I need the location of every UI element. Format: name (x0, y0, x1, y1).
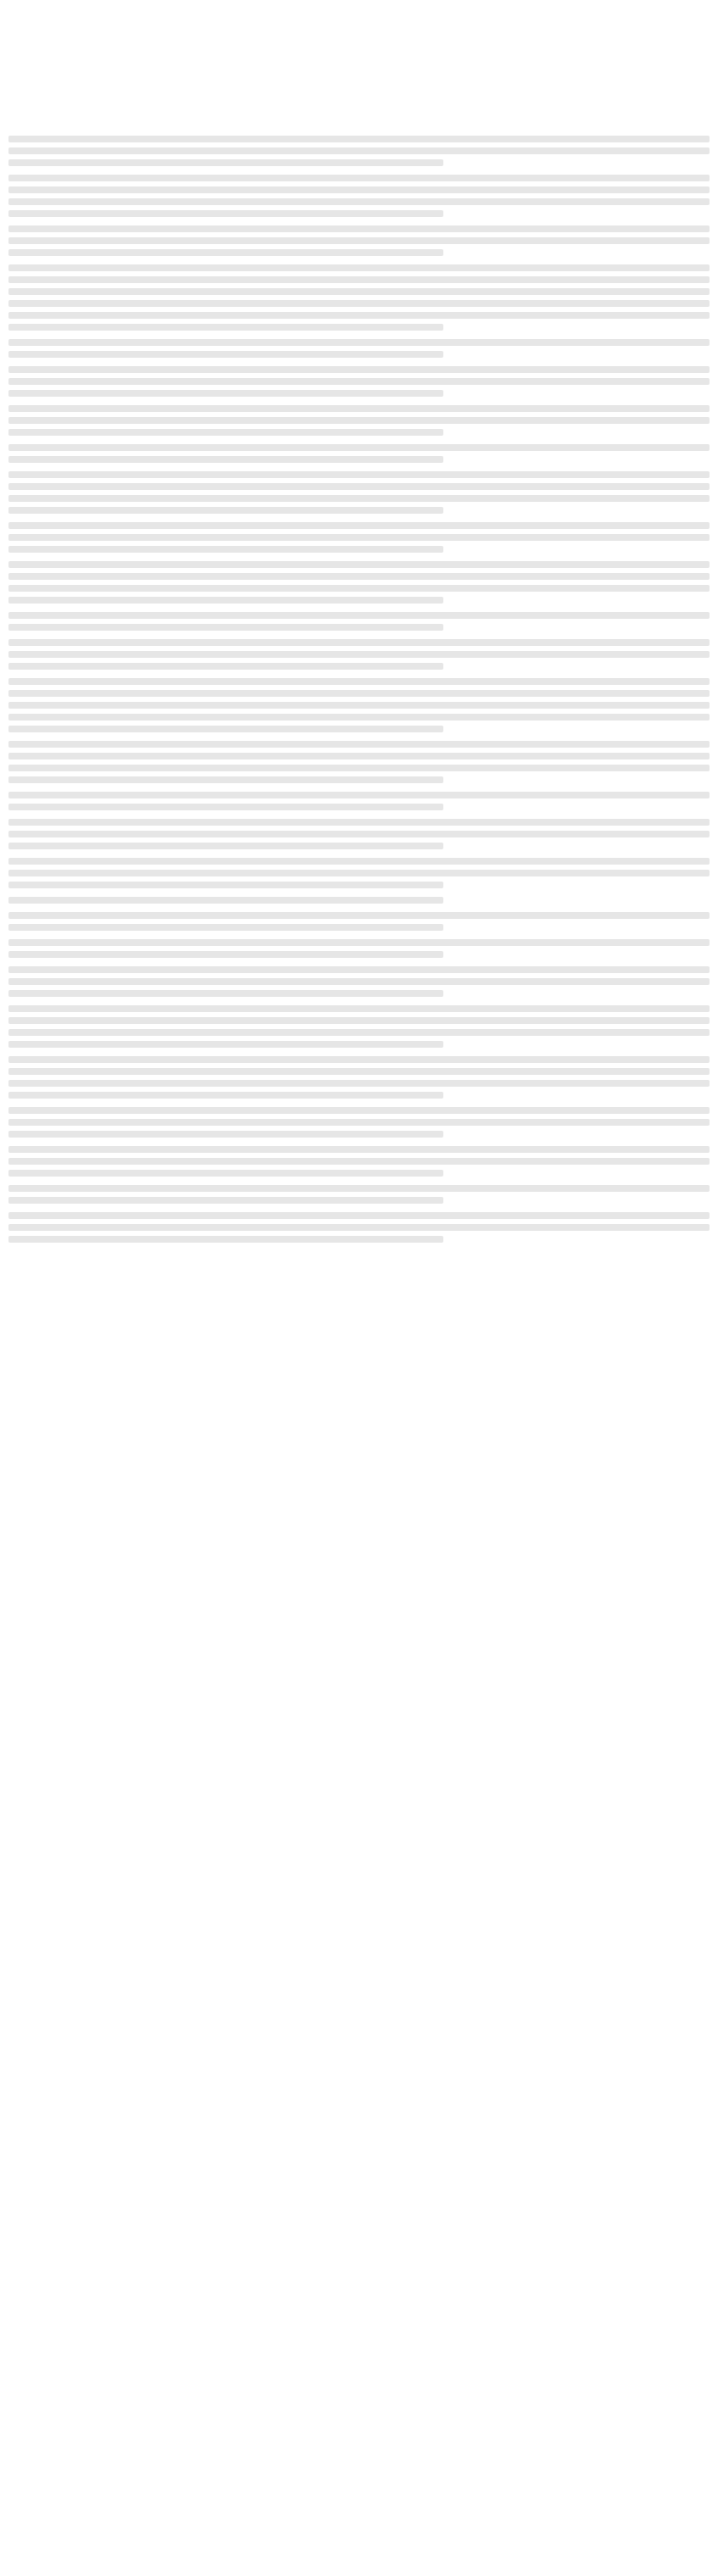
text-line-placeholder (8, 378, 710, 385)
text-line-placeholder (8, 312, 710, 319)
text-line-placeholder (8, 843, 443, 849)
text-line-placeholder (8, 366, 710, 373)
text-line-placeholder (8, 198, 710, 205)
text-line-placeholder (8, 429, 443, 436)
text-line-placeholder (8, 237, 710, 244)
text-line-placeholder (8, 624, 443, 631)
text-line-placeholder (8, 1005, 710, 1012)
text-line-placeholder (8, 792, 710, 798)
text-line-placeholder (8, 351, 443, 358)
text-line-placeholder (8, 882, 443, 888)
text-line-placeholder (8, 776, 443, 783)
paragraph (8, 897, 710, 904)
text-line-placeholder (8, 507, 443, 514)
text-line-placeholder (8, 714, 710, 721)
text-line-placeholder (8, 546, 443, 553)
text-line-placeholder (8, 639, 710, 646)
text-line-placeholder (8, 1185, 710, 1192)
text-line-placeholder (8, 483, 710, 490)
text-line-placeholder (8, 663, 443, 670)
text-line-placeholder (8, 1092, 443, 1099)
text-line-placeholder (8, 1197, 443, 1204)
text-line-placeholder (8, 1158, 710, 1165)
paragraph (8, 639, 710, 670)
paragraph (8, 1005, 710, 1048)
text-line-placeholder (8, 651, 710, 658)
text-line-placeholder (8, 1212, 710, 1219)
text-line-placeholder (8, 1119, 710, 1126)
text-line-placeholder (8, 741, 710, 748)
text-line-placeholder (8, 678, 710, 685)
paragraph (8, 136, 710, 166)
paragraph (8, 522, 710, 553)
text-line-placeholder (8, 897, 443, 904)
text-line-placeholder (8, 495, 710, 502)
paragraph (8, 175, 710, 217)
section-heading (8, 75, 710, 97)
text-line-placeholder (8, 612, 710, 619)
paragraph (8, 612, 710, 631)
paragraph (8, 444, 710, 463)
paragraph (8, 678, 710, 732)
text-line-placeholder (8, 405, 710, 412)
text-line-placeholder (8, 276, 710, 283)
text-line-placeholder (8, 1029, 710, 1036)
text-line-placeholder (8, 702, 710, 709)
text-line-placeholder (8, 1056, 710, 1063)
paragraph (8, 1107, 710, 1138)
text-line-placeholder (8, 690, 710, 697)
text-line-placeholder (8, 324, 443, 331)
text-line-placeholder (8, 225, 710, 232)
text-line-placeholder (8, 210, 443, 217)
text-line-placeholder (8, 522, 710, 529)
text-line-placeholder (8, 1224, 710, 1231)
text-line-placeholder (8, 990, 443, 997)
paragraph (8, 366, 710, 397)
text-line-placeholder (8, 339, 710, 346)
text-line-placeholder (8, 966, 710, 973)
text-line-placeholder (8, 456, 443, 463)
document-title (8, 5, 710, 32)
text-line-placeholder (8, 249, 443, 256)
text-line-placeholder (8, 831, 710, 837)
paragraph (8, 339, 710, 358)
text-line-placeholder (8, 1017, 710, 1024)
text-line-placeholder (8, 159, 443, 166)
paragraph (8, 966, 710, 997)
text-line-placeholder (8, 951, 443, 958)
paragraph (8, 858, 710, 888)
text-line-placeholder (8, 753, 710, 759)
text-line-placeholder (8, 264, 710, 271)
paragraph (8, 1185, 710, 1204)
text-line-placeholder (8, 186, 710, 193)
text-line-placeholder (8, 585, 710, 592)
text-line-placeholder (8, 175, 710, 181)
text-line-placeholder (8, 288, 710, 295)
text-line-placeholder (8, 726, 443, 732)
text-line-placeholder (8, 765, 710, 771)
text-line-placeholder (8, 597, 443, 604)
text-line-placeholder (8, 819, 710, 826)
text-line-placeholder (8, 939, 710, 946)
text-line-placeholder (8, 870, 710, 876)
text-line-placeholder (8, 573, 710, 580)
paragraph (8, 264, 710, 331)
text-line-placeholder (8, 924, 443, 931)
text-line-placeholder (8, 1170, 443, 1177)
text-line-placeholder (8, 390, 443, 397)
text-line-placeholder (8, 1080, 710, 1087)
text-line-placeholder (8, 471, 710, 478)
text-line-placeholder (8, 912, 710, 919)
document-body (8, 44, 710, 1243)
paragraph (8, 1212, 710, 1243)
text-line-placeholder (8, 1146, 710, 1153)
text-line-placeholder (8, 534, 710, 541)
text-line-placeholder (8, 978, 710, 985)
text-line-placeholder (8, 300, 710, 307)
text-line-placeholder (8, 561, 710, 568)
paragraph (8, 1146, 710, 1177)
text-line-placeholder (8, 1068, 710, 1075)
text-line-placeholder (8, 136, 710, 142)
text-line-placeholder (8, 444, 710, 451)
paragraph (8, 561, 710, 604)
paragraph (8, 1056, 710, 1099)
paragraph (8, 912, 710, 931)
section-heading (8, 44, 710, 66)
paragraph (8, 792, 710, 810)
text-line-placeholder (8, 147, 710, 154)
paragraph (8, 819, 710, 849)
paragraph (8, 471, 710, 514)
paragraph (8, 741, 710, 783)
text-line-placeholder (8, 417, 710, 424)
text-line-placeholder (8, 1131, 443, 1138)
text-line-placeholder (8, 858, 710, 865)
paragraph (8, 405, 710, 436)
paragraph (8, 225, 710, 256)
text-line-placeholder (8, 1107, 710, 1114)
text-line-placeholder (8, 1236, 443, 1243)
text-line-placeholder (8, 1041, 443, 1048)
section-heading (8, 105, 710, 127)
paragraph (8, 939, 710, 958)
text-line-placeholder (8, 804, 443, 810)
